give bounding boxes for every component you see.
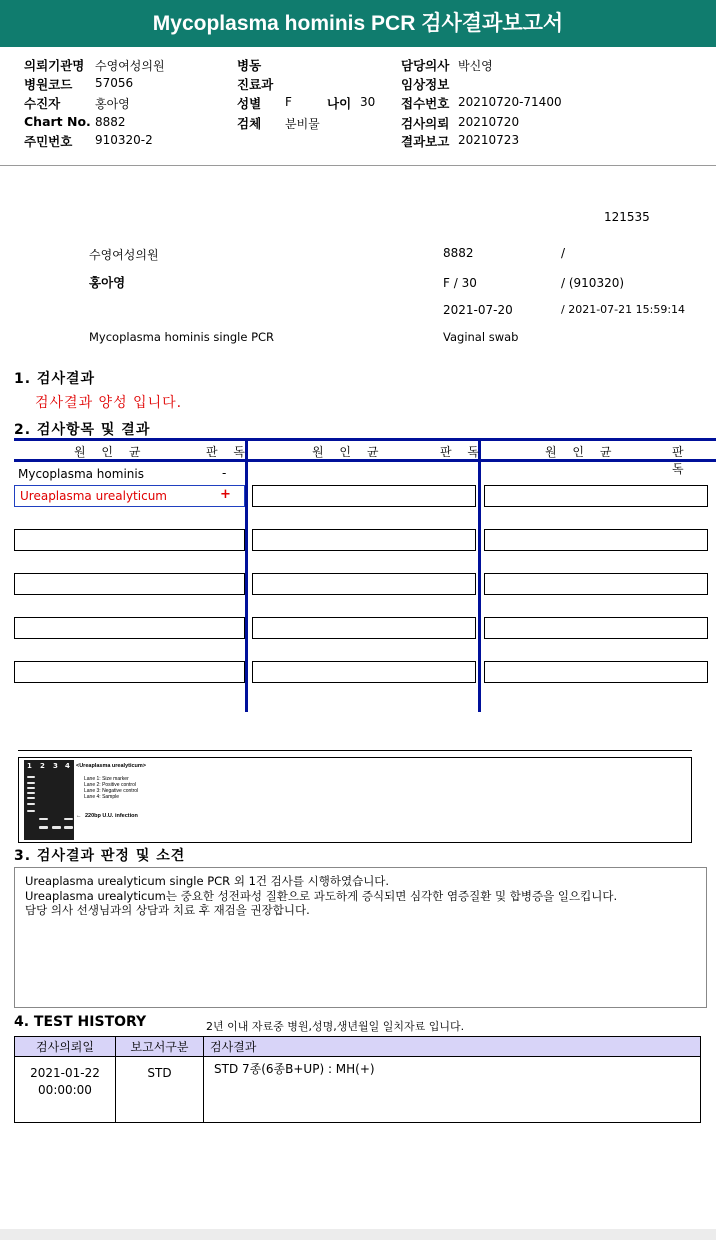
empty-cell — [14, 661, 245, 683]
empty-cell — [484, 573, 708, 595]
gel-image-box — [18, 757, 692, 843]
history-header-row — [15, 1037, 701, 1057]
info-birth: / (910320) — [561, 276, 625, 290]
marker-band — [27, 803, 35, 805]
col-header-judge-2: 판 독 — [440, 445, 485, 459]
sample-band — [64, 818, 73, 820]
info-request-date: 2021-07-20 — [443, 303, 513, 317]
info-report-time: / 2021-07-21 15:59:14 — [561, 303, 686, 316]
label-patient: 수진자 — [24, 96, 61, 111]
marker-band — [27, 797, 35, 799]
label-report-date: 결과보고 — [401, 134, 450, 149]
empty-cell — [14, 529, 245, 551]
history-type: STD — [116, 1057, 204, 1123]
label-sex: 성별 — [237, 96, 262, 111]
column-divider-1 — [245, 438, 248, 712]
col-header-judge-1: 판 독 — [206, 445, 251, 459]
empty-cell — [14, 573, 245, 595]
value-requesting-org: 수영여성의원 — [95, 59, 165, 73]
empty-cell — [14, 617, 245, 639]
value-resident-no: 910320-2 — [95, 133, 153, 147]
col-header-pathogen-1: 원 인 균 — [74, 445, 147, 459]
section1-heading: 1. 검사결과 — [14, 371, 96, 387]
empty-cell — [252, 661, 476, 683]
gel-title: <Ureaplasma urealyticum> — [76, 763, 147, 769]
label-chart-no: Chart No. — [24, 114, 91, 129]
lane-number: 3 — [53, 762, 58, 770]
value-age: 30 — [360, 95, 376, 109]
col-header-judge-3: 판 독 — [672, 445, 690, 476]
report-number: 121535 — [604, 210, 650, 224]
label-specimen: 검체 — [237, 116, 262, 131]
lane-number: 4 — [65, 762, 70, 770]
negative-control-band — [52, 826, 61, 829]
label-requesting-org: 의뢰기관명 — [24, 58, 85, 73]
empty-cell — [484, 485, 708, 507]
empty-cell — [484, 529, 708, 551]
lane-number: 1 — [27, 762, 32, 770]
history-time: 00:00:00 — [38, 1083, 92, 1097]
info-chart: 8882 — [443, 246, 474, 260]
col-header-pathogen-3: 원 인 균 — [545, 445, 618, 459]
value-report-date: 20210723 — [458, 133, 520, 147]
gel-electrophoresis-image — [24, 760, 74, 840]
empty-cell — [252, 485, 476, 507]
history-col-result: 검사결과 — [204, 1037, 701, 1057]
marker-band — [27, 776, 35, 778]
positive-control-band — [39, 826, 48, 829]
label-department: 진료과 — [237, 77, 274, 92]
info-test-name: Mycoplasma hominis single PCR — [89, 330, 275, 344]
empty-cell — [484, 661, 708, 683]
marker-band — [27, 810, 35, 812]
gel-legend-line: Lane 3: Negative control — [84, 788, 139, 794]
gel-divider — [18, 750, 692, 751]
info-specimen: Vaginal swab — [443, 330, 519, 344]
history-col-type: 보고서구분 — [116, 1037, 204, 1057]
label-resident-no: 주민번호 — [24, 134, 73, 149]
marker-band — [27, 782, 35, 784]
positive-control-band — [39, 818, 48, 820]
value-request-date: 20210720 — [458, 115, 520, 129]
section3-heading: 3. 검사결과 판정 및 소견 — [14, 848, 186, 864]
history-note: 2년 이내 자료중 병원,성명,생년월일 일치자료 입니다. — [206, 1020, 465, 1033]
pathogen-name-positive: Ureaplasma urealyticum — [20, 489, 167, 503]
pathogen-judge: - — [222, 466, 227, 480]
report-title: Mycoplasma hominis PCR 검사결과보고서 — [152, 12, 564, 35]
label-hospital-code: 병원코드 — [24, 77, 73, 92]
history-date: 2021-01-22 — [30, 1066, 100, 1080]
empty-cell — [252, 617, 476, 639]
gel-legend-line: Lane 4: Sample — [84, 794, 120, 800]
opinion-box — [14, 867, 707, 1008]
history-table — [14, 1036, 701, 1123]
value-specimen: 분비물 — [285, 117, 320, 131]
value-chart-no: 8882 — [95, 115, 126, 129]
opinion-line: Ureaplasma urealyticum single PCR 외 1건 검사를 시행하였습니다. — [25, 874, 390, 888]
label-doctor: 담당의사 — [401, 58, 450, 73]
value-hospital-code: 57056 — [95, 76, 134, 90]
info-slash: / — [561, 246, 566, 260]
gel-legend-line: Lane 2: Positive control — [84, 782, 136, 788]
history-date-cell — [15, 1057, 116, 1123]
gel-legend-line: Lane 1: Size marker — [84, 776, 129, 782]
info-sex-age: F / 30 — [443, 276, 477, 290]
label-request-date: 검사의뢰 — [401, 116, 450, 131]
section4-heading: 4. TEST HISTORY — [14, 1014, 147, 1030]
page-footer-strip — [0, 1229, 716, 1240]
lane-number: 2 — [40, 762, 45, 770]
column-divider-2 — [478, 438, 481, 712]
label-ward: 병동 — [237, 58, 262, 73]
history-col-date: 검사의뢰일 — [15, 1037, 116, 1057]
empty-cell — [252, 573, 476, 595]
info-patient: 홍아영 — [89, 275, 126, 290]
opinion-line: Ureaplasma urealyticum는 중요한 성전파성 질환으로 과도하게 증식되면 심각한 염증질환 및 합병증을 일으킵니다. — [25, 888, 618, 903]
label-age: 나이 — [327, 96, 352, 111]
history-result: STD 7종(6종B+UP) : MH(+) — [204, 1057, 701, 1123]
value-receipt-no: 20210720-71400 — [458, 95, 562, 109]
label-clinical-info: 임상정보 — [401, 77, 450, 92]
gel-arrow-label: 220bp U.U. infection — [85, 813, 138, 819]
value-patient: 홍아영 — [95, 97, 130, 111]
label-receipt-no: 접수번호 — [401, 96, 450, 111]
empty-cell — [252, 529, 476, 551]
sample-band — [64, 826, 73, 829]
value-sex: F — [285, 95, 292, 109]
section2-heading: 2. 검사항목 및 결과 — [14, 422, 151, 438]
opinion-line: 담당 의사 선생님과의 상담과 치료 후 재검을 권장합니다. — [25, 903, 310, 917]
table-top-rule — [14, 438, 716, 441]
table-row — [15, 1057, 701, 1123]
col-header-pathogen-2: 원 인 균 — [312, 445, 385, 459]
pathogen-name: Mycoplasma hominis — [18, 467, 144, 481]
gel-arrow-icon: ← — [76, 813, 82, 819]
info-hospital: 수영여성의원 — [89, 248, 159, 262]
empty-cell — [484, 617, 708, 639]
positive-result-text: 검사결과 양성 입니다. — [35, 395, 183, 411]
pathogen-judge-positive: + — [220, 487, 231, 502]
marker-band — [27, 787, 35, 789]
marker-band — [27, 792, 35, 794]
value-doctor: 박신영 — [458, 59, 493, 73]
